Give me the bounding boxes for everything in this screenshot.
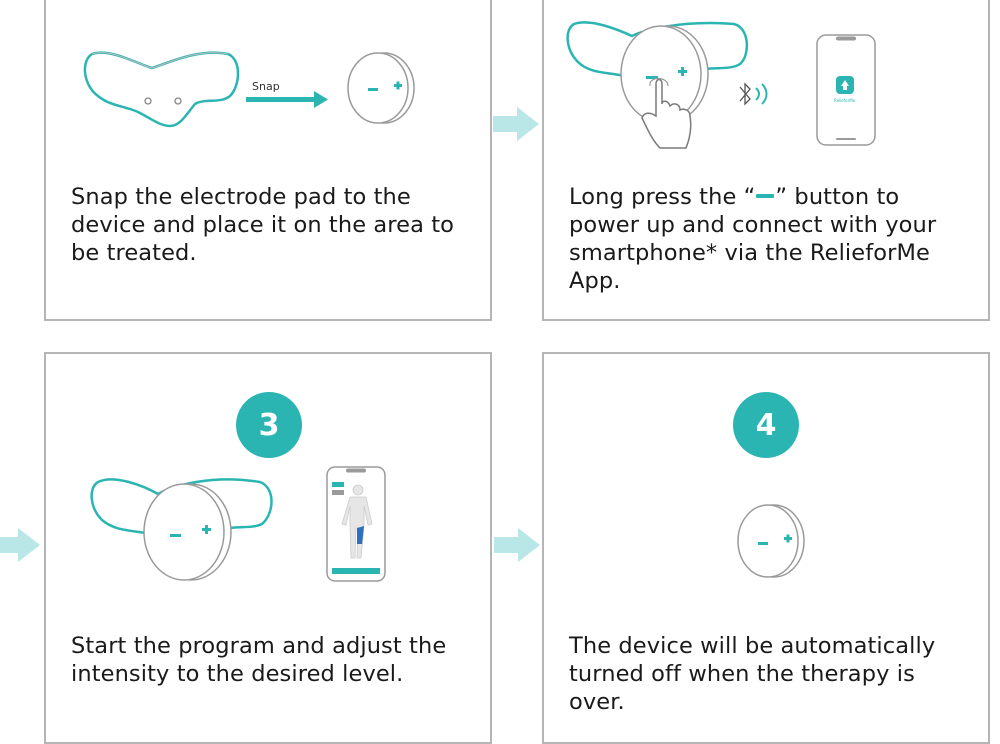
device-on-pad-press-illustration [564, 16, 754, 156]
bluetooth-signal-icon [734, 80, 778, 108]
step-2-panel [542, 0, 990, 321]
device-icon [734, 502, 806, 580]
step-1-panel [44, 0, 492, 321]
next-step-arrow-icon [493, 107, 539, 141]
device-icon [344, 50, 416, 126]
step-3-panel [44, 352, 492, 744]
electrode-pad-illustration [80, 46, 250, 136]
next-step-arrow-icon [0, 528, 40, 562]
step-4-caption: The device will be automatically turned off when the therapy is over. [569, 633, 936, 715]
smartphone-icon [816, 34, 878, 148]
step-1-caption: Snap the electrode pad to the device and place it on the area to be treated. [71, 184, 455, 266]
smartphone-app-body-map-icon [326, 466, 388, 584]
step-4-panel [542, 352, 990, 744]
next-step-arrow-icon [494, 528, 540, 562]
step-number-badge: 3 [236, 392, 302, 458]
snap-label: Snap [252, 80, 280, 93]
step-2-caption: Long press the “ ” button to power up and connect with your smartphone* via the RelieforMe App. [569, 184, 937, 294]
snap-arrow-icon [246, 90, 330, 110]
step-3-caption: Start the program and adjust the intensity to the desired level. [71, 633, 447, 687]
step-number-badge: 4 [733, 392, 799, 458]
minus-button-icon [756, 194, 774, 198]
device-on-pad-illustration [90, 472, 280, 582]
app-name-label: RelieforMe [834, 98, 856, 103]
